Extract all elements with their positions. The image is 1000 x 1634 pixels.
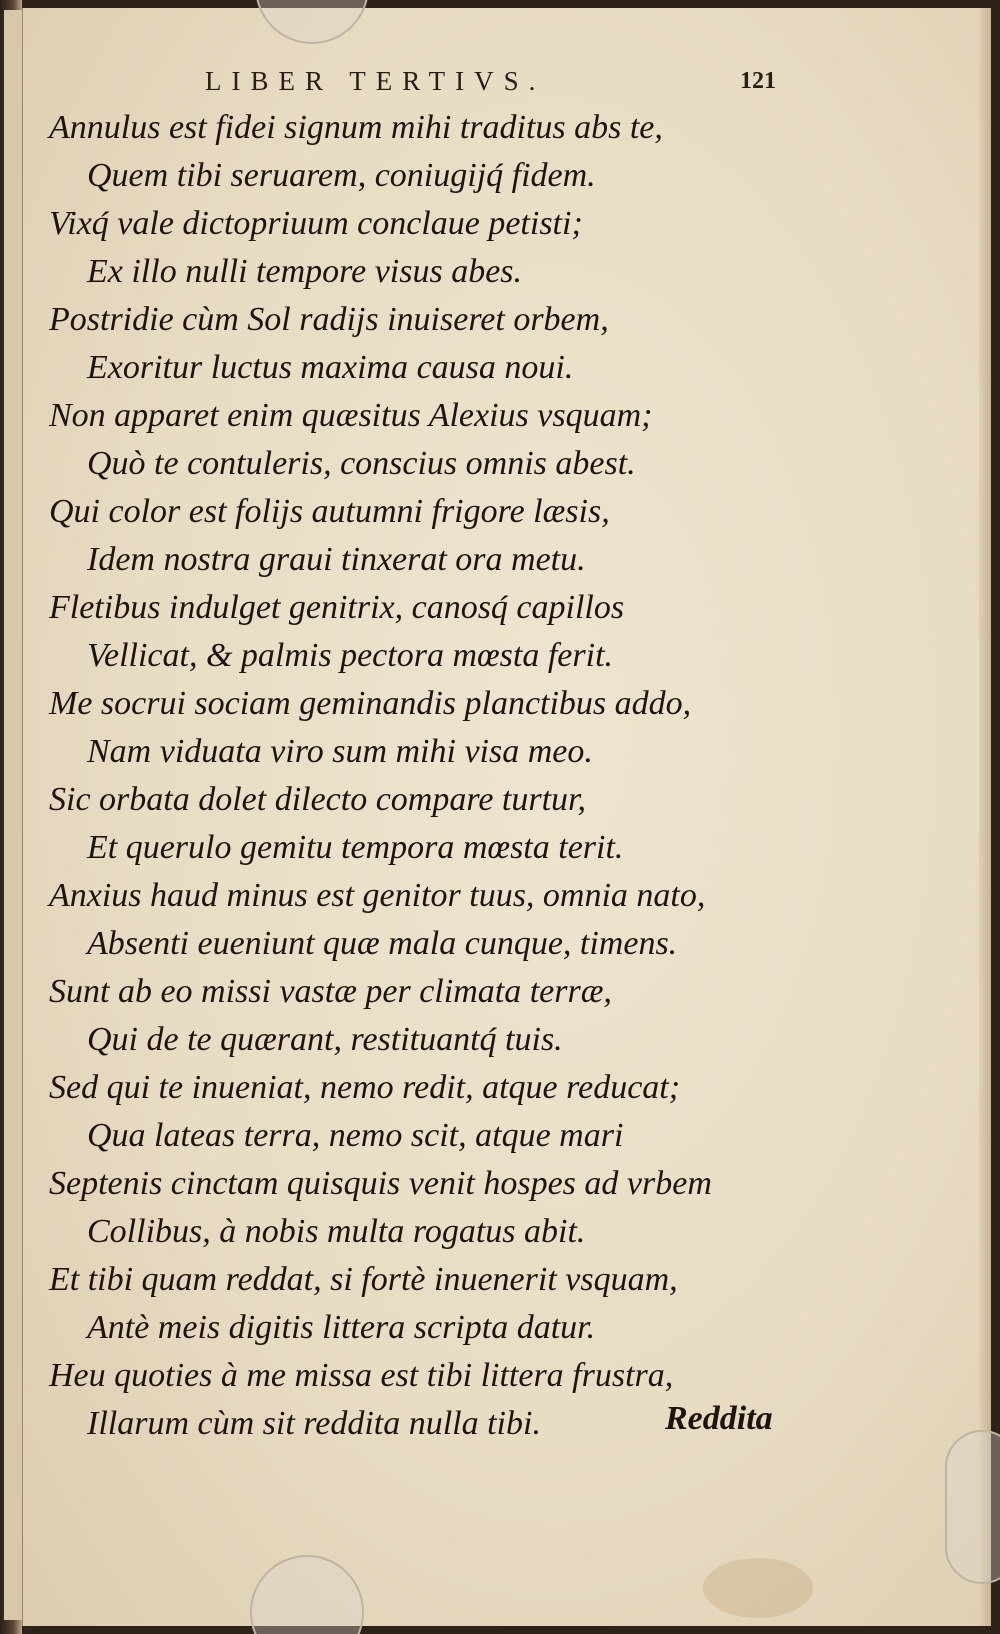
- verse-line: Vixq́ vale dictopriuum conclaue petisti;: [49, 205, 583, 242]
- page-number: 121: [740, 68, 776, 94]
- running-head-title: LIBER TERTIVS.: [205, 66, 546, 96]
- verse-line: Qua lateas terra, nemo scit, atque mari: [87, 1117, 624, 1154]
- paper-stain: [703, 1558, 813, 1618]
- verse-line: Absenti eueniunt quæ mala cunque, timens.: [87, 925, 678, 962]
- verse-line: Heu quoties à me missa est tibi littera frustra,: [49, 1357, 674, 1394]
- previous-page-edge: [4, 10, 23, 1620]
- verse-line: Antè meis digitis littera scripta datur.: [87, 1309, 596, 1346]
- verse-line: Anxius haud minus est genitor tuus, omnia nato,: [49, 877, 706, 914]
- verse-line: Fletibus indulget genitrix, canosq́ capillos: [49, 589, 625, 626]
- verse-line: Me socrui sociam geminandis planctibus addo,: [49, 685, 692, 722]
- verse-line: Nam viduata viro sum mihi visa meo.: [87, 733, 593, 770]
- verse-line: Quò te contuleris, conscius omnis abest.: [87, 445, 636, 482]
- running-head: [183, 66, 783, 106]
- verse-line: Sunt ab eo missi vastæ per climata terræ,: [49, 973, 612, 1010]
- verse-line: Sed qui te inueniat, nemo redit, atque reducat;: [49, 1069, 681, 1106]
- verse-line: Septenis cinctam quisquis venit hospes ad vrbem: [49, 1165, 712, 1202]
- verse-line: Et querulo gemitu tempora mœsta terit.: [87, 829, 624, 866]
- verse-line: Qui color est folijs autumni frigore læsis,: [49, 493, 610, 530]
- page-sheet: [22, 8, 991, 1626]
- verse-line: Et tibi quam reddat, si fortè inuenerit vsquam,: [49, 1261, 678, 1298]
- verse-line: Illarum cùm sit reddita nulla tibi.: [87, 1405, 541, 1442]
- verse-line: Quem tibi seruarem, coniugijq́ fidem.: [87, 157, 596, 194]
- verse-line: Ex illo nulli tempore visus abes.: [87, 253, 523, 290]
- page-right-edge: [979, 8, 991, 1626]
- verse-line: Vellicat, & palmis pectora mœsta ferit.: [87, 637, 614, 674]
- verse-line: Annulus est fidei signum mihi traditus abs te,: [49, 109, 663, 146]
- verse-line: Postridie cùm Sol radijs inuiseret orbem,: [49, 301, 609, 338]
- verse-line: Qui de te quærant, restituantq́ tuis.: [87, 1021, 563, 1058]
- catchword: Reddita: [665, 1400, 773, 1437]
- verse-line: Sic orbata dolet dilecto compare turtur,: [49, 781, 587, 818]
- verse-line: Exoritur luctus maxima causa noui.: [87, 349, 574, 386]
- page-clip-right: [945, 1430, 1000, 1584]
- verse-line: Collibus, à nobis multa rogatus abit.: [87, 1213, 586, 1250]
- verse-line: Idem nostra graui tinxerat ora metu.: [87, 541, 586, 578]
- verse-line: Non apparet enim quæsitus Alexius vsquam;: [49, 397, 653, 434]
